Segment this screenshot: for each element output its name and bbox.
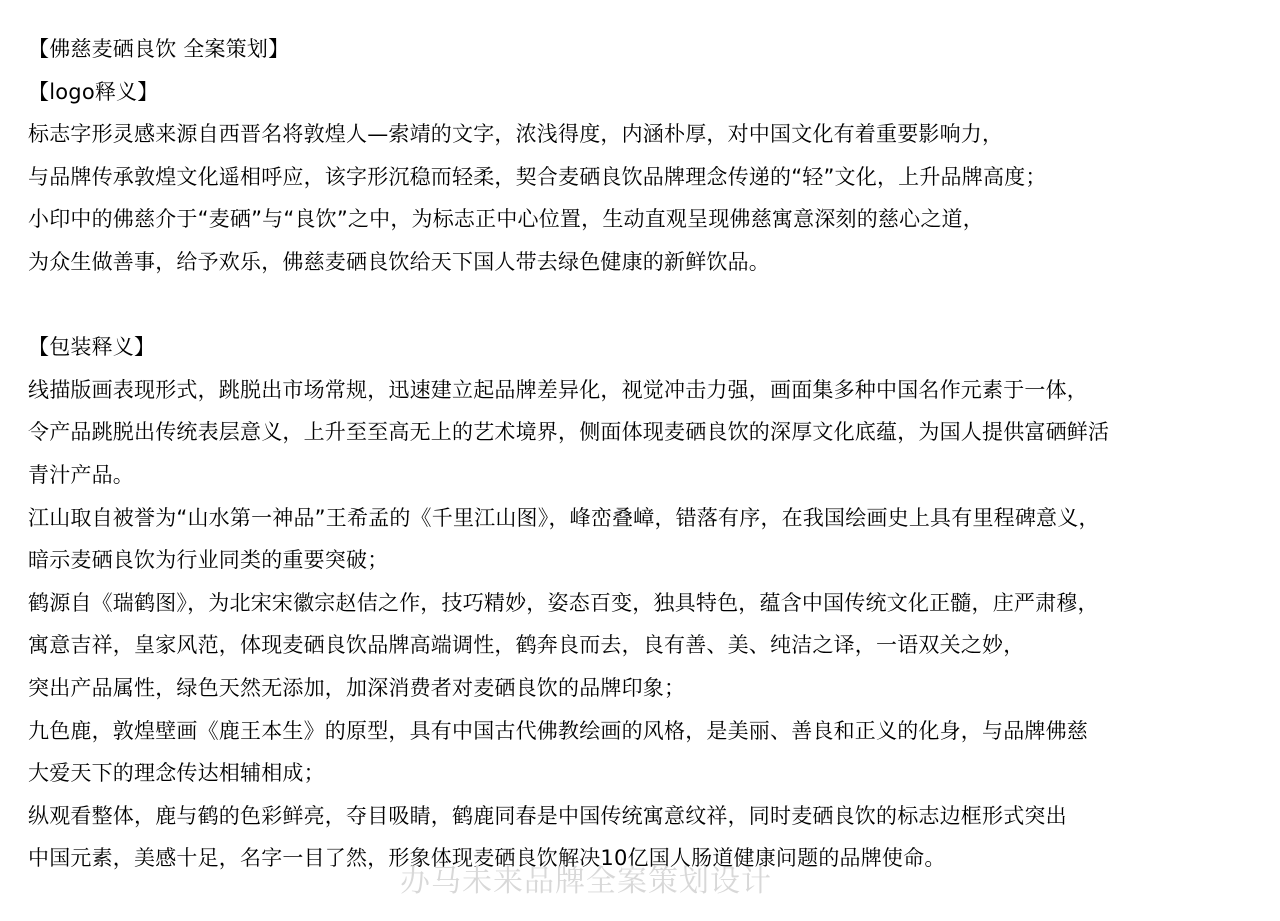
packaging-paragraph-line: 中国元素，美感十足，名字一目了然，形象体现麦硒良饮解决10亿国人肠道健康问题的品牌使命。 xyxy=(28,846,946,871)
packaging-paragraph-line: 令产品跳脱出传统表层意义，上升至至高无上的艺术境界，侧面体现麦硒良饮的深厚文化底蕴，为国人提供富硒鲜活 xyxy=(28,420,1110,445)
watermark-text: 办马未来品牌全案策划设计 xyxy=(400,864,772,899)
packaging-paragraph-line: 突出产品属性，绿色天然无添加，加深消费者对麦硒良饮的品牌印象； xyxy=(28,675,686,700)
packaging-paragraph-line: 九色鹿，敦煌壁画《鹿王本生》的原型，具有中国古代佛教绘画的风格，是美丽、善良和正义的化身，与品牌佛慈 xyxy=(28,718,1088,743)
packaging-paragraph-line: 鹤源自《瑞鹤图》，为北宋宋徽宗赵佶之作，技巧精妙，姿态百变，独具特色，蕴含中国传统文化正髓，庄严肃穆， xyxy=(28,590,1099,615)
packaging-paragraph-line: 线描版画表现形式，跳脱出市场常规，迅速建立起品牌差异化，视觉冲击力强，画面集多种中国名作元素于一体， xyxy=(28,377,1088,402)
logo-paragraph-line: 与品牌传承敦煌文化遥相呼应，该字形沉稳而轻柔，契合麦硒良饮品牌理念传递的“轻”文化，上升品牌高度； xyxy=(28,164,1047,189)
logo-paragraph-line: 小印中的佛慈介于“麦硒”与“良饮”之中，为标志正中心位置，生动直观呈现佛慈寓意深刻的慈心之道， xyxy=(28,207,984,232)
packaging-paragraph-line: 纵观看整体，鹿与鹤的色彩鲜亮，夺目吸睛，鹤鹿同春是中国传统寓意纹祥，同时麦硒良饮的标志边框形式突出 xyxy=(28,803,1067,828)
packaging-section-heading: 【包装释义】 xyxy=(28,335,156,360)
packaging-paragraph-line: 暗示麦硒良饮为行业同类的重要突破； xyxy=(28,548,389,573)
packaging-paragraph-line: 寓意吉祥，皇家风范，体现麦硒良饮品牌高端调性，鹤奔良而去，良有善、美、纯洁之译，一语双关之妙， xyxy=(28,633,1025,658)
logo-section-heading: 【logo释义】 xyxy=(28,79,159,104)
packaging-paragraph-line: 青汁产品。 xyxy=(28,462,134,487)
section-spacer xyxy=(28,284,1268,327)
logo-paragraph-line: 为众生做善事，给予欢乐，佛慈麦硒良饮给天下国人带去绿色健康的新鲜饮品。 xyxy=(28,249,770,274)
document-title: 【佛慈麦硒良饮 全案策划】 xyxy=(28,37,290,61)
packaging-paragraph-line: 大爱天下的理念传达相辅相成； xyxy=(28,761,325,786)
logo-paragraph-line: 标志字形灵感来源自西晋名将敦煌人—索靖的文字，浓浅得度，内涵朴厚，对中国文化有着重要影响力， xyxy=(28,122,1004,147)
packaging-paragraph-line: 江山取自被誉为“山水第一神品”王希孟的《千里江山图》，峰峦叠嶂，错落有序，在我国绘画史上具有里程碑意义， xyxy=(28,505,1100,530)
document-body xyxy=(28,28,1268,880)
